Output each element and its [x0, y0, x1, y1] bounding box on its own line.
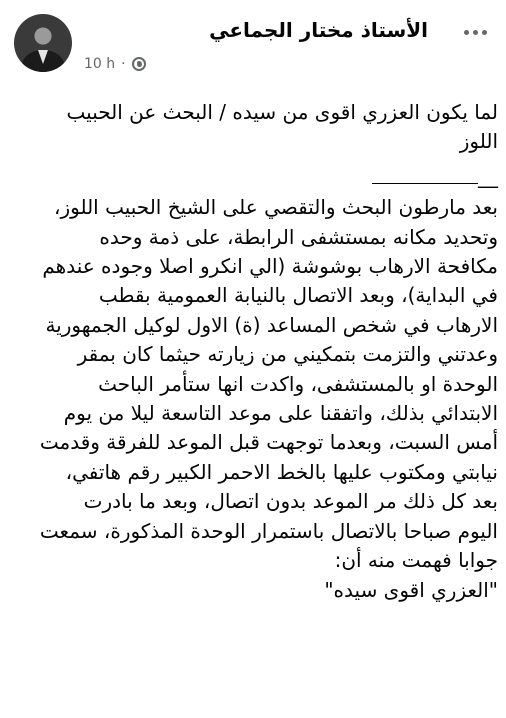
separator-dashes: __	[478, 163, 498, 188]
body-line: الارهاب في شخص المساعد (ة) الاول لوكيل الجمهورية	[45, 312, 498, 337]
body-line: أمس السبت، وبعدما توجهت قبل الموعد للفرقة وقدمت	[39, 430, 498, 455]
post-meta	[84, 56, 146, 72]
post-time[interactable]: 10 h	[84, 56, 116, 72]
body-line: اليوم صباحا بالاتصال باستمرار الوحدة المذكورة، سمعت	[39, 518, 498, 543]
body-line: "العزري اقوى سيده"	[324, 577, 498, 602]
body-line: الوحدة او بالمستشفى، واكدت انها ستأمر الباحث	[98, 371, 498, 396]
text-separator	[10, 162, 498, 191]
post-paragraph	[10, 193, 498, 605]
body-line: بعد كل ذلك مر الموعد بدون اتصال، وبعد ما بادرت	[83, 489, 498, 514]
separator-rule	[372, 183, 478, 184]
body-line: وعدتني والتزمت بتمكيني من زيارته حيثما كان بمقر	[77, 342, 498, 367]
title-line: لما يكون العزري اقوى من سيده / البحث عن الحبيب	[66, 100, 498, 124]
body-line: مكافحة الارهاب بوشوشة (الي انكرو اصلا وجوده عندهم	[42, 254, 498, 279]
post-header	[0, 0, 506, 88]
title-line: اللوز	[459, 129, 498, 154]
more-dot	[464, 30, 469, 35]
more-options-icon[interactable]	[460, 22, 490, 42]
more-dot	[482, 30, 487, 35]
author-name[interactable]: الأستاذ مختار الجماعي	[209, 18, 428, 42]
body-line: في البداية)، وبعد الاتصال بالنيابة العمومية بقطب	[98, 283, 498, 308]
body-line: جوابا فهمت منه أن:	[334, 548, 498, 573]
body-line: نيابتي ومكتوب عليها بالخط الاحمر الكبير رقم هاتفي،	[65, 459, 498, 484]
post-text	[10, 98, 498, 605]
body-line: وتحديد مكانه بمستشفى الرابطة، على ذمة وحده	[99, 224, 498, 249]
body-line: بعد مارطون البحث والتقصي على الشيخ الحبيب اللوز،	[54, 195, 498, 220]
post-title	[10, 98, 498, 157]
author-avatar[interactable]	[14, 14, 72, 72]
body-line: الابتدائي بذلك، واتفقنا على موعد التاسعة ليلا من يوم	[63, 401, 498, 426]
more-dot	[473, 30, 478, 35]
meta-separator: ·	[121, 56, 126, 72]
globe-icon[interactable]	[132, 57, 146, 71]
